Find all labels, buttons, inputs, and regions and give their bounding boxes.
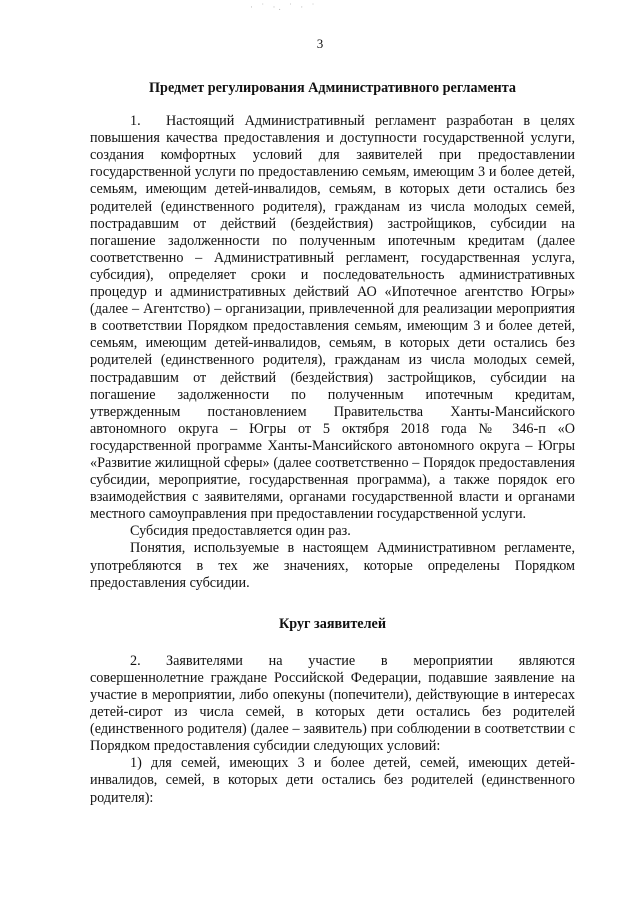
paragraph-number: 2.: [130, 652, 141, 669]
paragraph-1: [90, 113, 575, 523]
scan-artifact: · ˙ ·. ˙ · ˙: [250, 2, 318, 12]
paragraph-text: Настоящий Административный регламент разработан в целях повышения качества предоставления и доступности государственной услуги, создания комфортных условий для заявителей при предоставлении государственной услуги по предоставлению семьям, имеющим 3 и более детей, семьям, имеющим детей-инвалидов, семьям, в которых дети остались без родителей (единственного родителя), гражданам из числа молодых семей, пострадавшим от действий (бездействия) застройщиков, субсидии на погашение задолженности по полученным ипотечным кредитам (далее соответственно – Административный регламент, государственная услуга, субсидия), определяет сроки и последовательность административных процедур и административных действий АО «Ипотечное агентство Югры» (далее – Агентство) – организации, привлеченной для реализации мероприятия в соответствии Порядком предоставления семьям, имеющим 3 и более детей, семьям, имеющим детей-инвалидов, семьям, в которых дети остались без родителей (единственного родителя), гражданам из числа молодых семей, пострадавшим от действий (бездействия) застройщиков, субсидии на погашение задолженности по полученным ипотечным кредитам, утвержденным постановлением Правительства Ханты-Мансийского автономного округа – Югры от 5 октября 2018 года № 346-п «О государственной программе Ханты-Мансийского автономного округа – Югры «Развитие жилищной сферы» (далее соответственно – Порядок предоставления субсидии, мероприятие, государственная программа), а также порядок его взаимодействия с заявителями, органами государственной власти и органами местного самоуправления при предоставлении государственной услуги.: [90, 113, 575, 523]
section-title-subject: Предмет регулирования Административного регламента: [149, 80, 516, 96]
paragraph-condition-1: 1) для семей, имеющих 3 и более детей, семей, имеющих детей-инвалидов, семей, в которых дети остались без родителей (единственного родителя):: [90, 755, 575, 806]
paragraph-subsidy-once: Субсидия предоставляется один раз.: [130, 523, 351, 540]
page-number: 3: [316, 36, 324, 51]
paragraph-2: [90, 653, 575, 756]
paragraph-text: Заявителями на участие в мероприятии являются совершеннолетние граждане Российской Федерации, подавшие заявление на участие в мероприятии, либо опекуны (попечители), действующие в интересах детей-сирот из числа семей, в которых дети остались без родителей (единственного родителя) (далее – заявитель) при соблюдении в соответствии с Порядком предоставления субсидии следующих условий:: [90, 652, 575, 755]
section-title-applicants: Круг заявителей: [278, 615, 387, 632]
paragraph-definitions: Понятия, используемые в настоящем Административном регламенте, употребляются в тех же значениях, которые определены Порядком предоставления субсидии.: [90, 540, 575, 591]
document-body: [90, 80, 575, 807]
paragraph-number: 1.: [130, 113, 141, 130]
